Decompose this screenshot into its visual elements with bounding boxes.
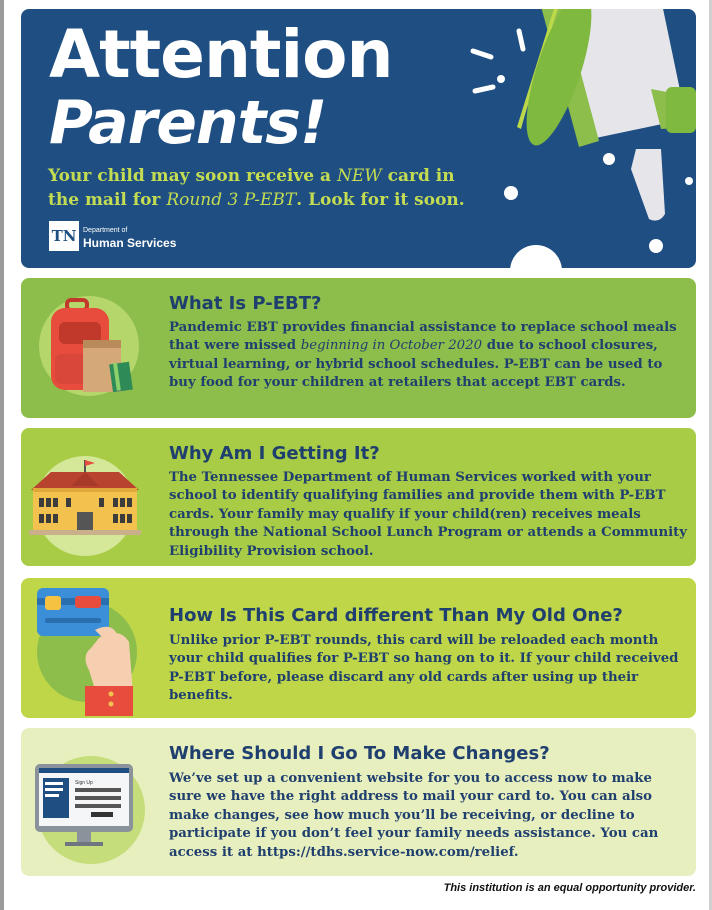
title-parents: Parents! [49, 88, 327, 158]
section-body: The Tennessee Department of Human Services worked with your school to identify qualifying families and provide them with P-EBT cards. Your family may qualify if your child(ren) receives meals through the National School Lunch Program or attends a Community Eligibility Provision school. [169, 470, 688, 559]
page-edge-left [0, 0, 4, 910]
section-title: What Is P-EBT? [169, 293, 322, 314]
section-title: Where Should I Go To Make Changes? [169, 743, 550, 764]
section-where-to-make-changes [21, 728, 696, 876]
tn-logo-mark: TN [49, 221, 79, 251]
section-body: Unlike prior P-EBT rounds, this card will be reloaded each month your child qualifies for P-EBT so hang on to it. If your child received P-EBT before, please discard any old cards after using up their benefits. [169, 633, 679, 704]
hand-card-icon [21, 578, 161, 718]
section-why-am-i-getting-it [21, 428, 696, 566]
section-body: We’ve set up a convenient website for you to access now to make sure we have the right address to mail your card to. You can also make changes, see how much you’ll be receiving, or decline to participate if you don’t feel your family needs assistance. You can access it at https://tdhs.service-now.com/relief. [169, 771, 659, 860]
tn-dhs-logo [49, 221, 199, 261]
section-card-different [21, 578, 696, 718]
logo-name-text: Human Services [83, 236, 177, 250]
section-what-is-pebt [21, 278, 696, 418]
section-title: Why Am I Getting It? [169, 443, 380, 464]
backpack-lunch-icon [21, 278, 161, 418]
title-attention: Attention [49, 16, 393, 93]
footer-disclaimer: This institution is an equal opportunity provider. [443, 882, 696, 894]
computer-monitor-icon [21, 728, 161, 876]
header-subtitle: Your child may soon receive a NEW card in the mail for Round 3 P-EBT. Look for it soon. [48, 166, 465, 210]
screen-signup-label: Sign Up [75, 780, 93, 786]
logo-dept-text: Department of [83, 227, 128, 234]
school-building-icon [21, 428, 161, 566]
header-banner [21, 9, 696, 268]
megaphone-icon [461, 9, 696, 268]
section-body: Pandemic EBT provides financial assistance to replace school meals that were missed beginning in October 2020 due to school closures, virtual learning, or hybrid school schedules. P-EBT can be used to buy food for your children at retailers that accept EBT cards. [169, 320, 677, 391]
section-title: How Is This Card different Than My Old One? [169, 605, 623, 626]
